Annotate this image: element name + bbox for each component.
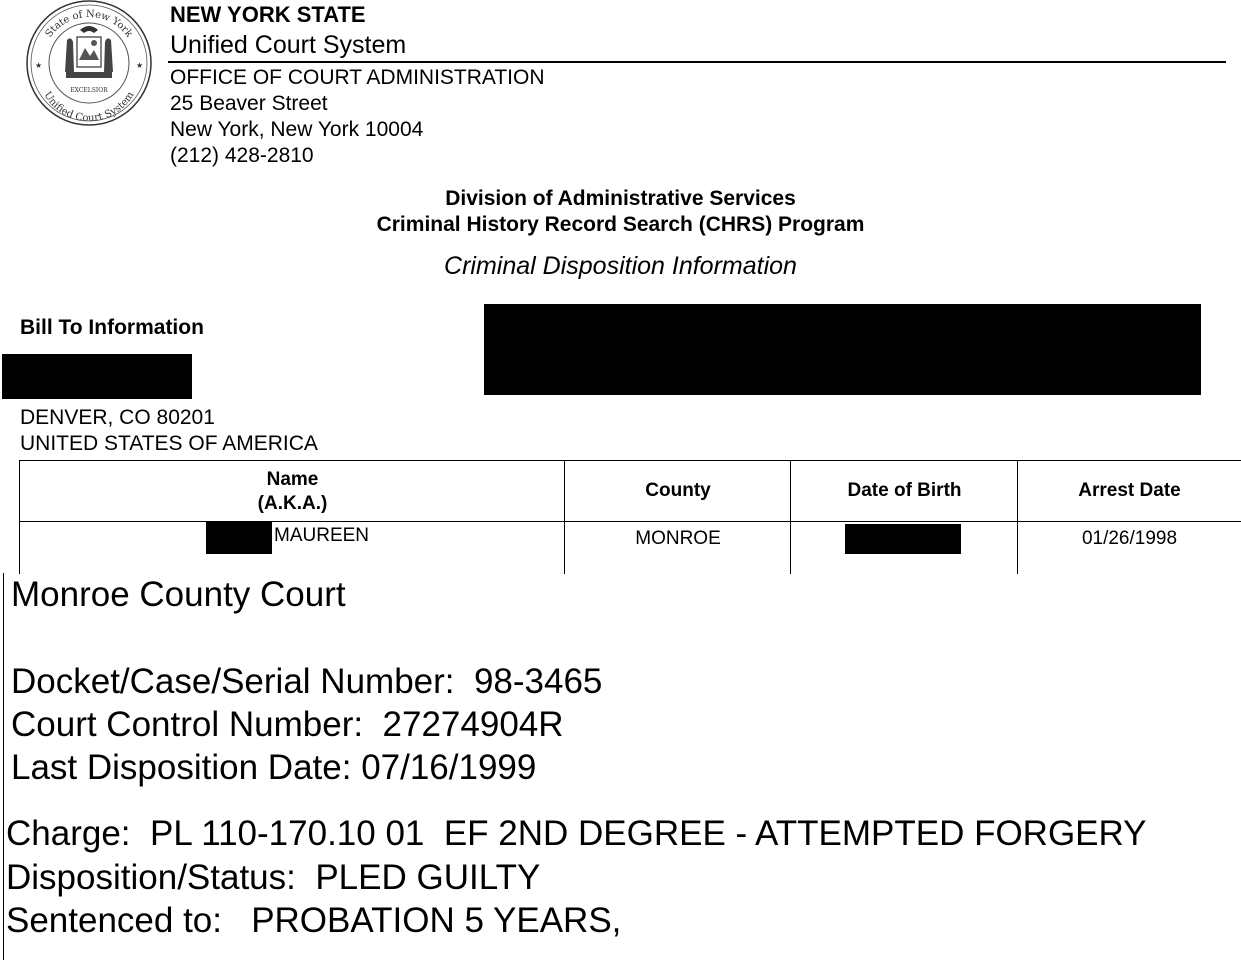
program-title: Criminal History Record Search (CHRS) Program xyxy=(376,213,865,236)
svg-text:State of New York: State of New York xyxy=(43,8,135,40)
state-name: NEW YORK STATE xyxy=(170,2,366,27)
svg-text:Unified Court System: Unified Court System xyxy=(41,89,137,125)
redacted-addressee-block xyxy=(484,304,1201,395)
court-system-name: Unified Court System xyxy=(170,31,407,59)
table-header-divider xyxy=(19,521,1241,522)
document-type-title: Criminal Disposition Information xyxy=(444,252,797,280)
docket-label: Docket/Case/Serial Number: xyxy=(11,662,455,701)
col-header-dob: Date of Birth xyxy=(847,480,962,501)
cell-arrest-date: 01/26/1998 xyxy=(1081,528,1178,549)
docket-number-line xyxy=(11,661,602,703)
last-disposition-label: Last Disposition Date: xyxy=(11,748,352,787)
court-control-line xyxy=(11,704,564,746)
charge-value: PL 110-170.10 01 EF 2ND DEGREE - ATTEMPTED FORGERY xyxy=(149,814,1147,853)
bill-to-country: UNITED STATES OF AMERICA xyxy=(20,432,318,455)
cell-county: MONROE xyxy=(635,528,721,549)
office-street: 25 Beaver Street xyxy=(170,92,328,115)
court-seal-logo xyxy=(22,0,156,126)
docket-value: 98-3465 xyxy=(473,662,603,701)
bill-to-city: DENVER, CO 80201 xyxy=(20,406,215,429)
redacted-date-of-birth xyxy=(845,524,961,554)
charge-line xyxy=(6,813,1147,855)
left-margin-rule xyxy=(3,573,4,960)
disposition-status-line xyxy=(6,857,540,899)
last-disposition-line xyxy=(11,747,536,789)
svg-text:★: ★ xyxy=(136,61,144,70)
header-divider xyxy=(168,61,1226,63)
table-top-border xyxy=(19,460,1241,461)
redacted-surname xyxy=(206,522,272,554)
sentence-label: Sentenced to: xyxy=(6,901,222,940)
court-control-value: 27274904R xyxy=(382,705,564,744)
col-header-arrest-date: Arrest Date xyxy=(1078,480,1181,501)
sentence-value: PROBATION 5 YEARS, xyxy=(251,901,622,940)
col-header-name: Name xyxy=(266,469,319,490)
office-name: OFFICE OF COURT ADMINISTRATION xyxy=(170,66,545,89)
disposition-status-label: Disposition/Status: xyxy=(6,858,296,897)
court-name: Monroe County Court xyxy=(11,575,346,614)
bill-to-heading: Bill To Information xyxy=(20,316,204,339)
last-disposition-value: 07/16/1999 xyxy=(361,748,537,787)
charge-label: Charge: xyxy=(6,814,131,853)
svg-text:★: ★ xyxy=(35,61,43,70)
division-title: Division of Administrative Services xyxy=(445,187,796,210)
table-col-border xyxy=(1017,460,1018,574)
office-city: New York, New York 10004 xyxy=(170,118,424,141)
office-phone: (212) 428-2810 xyxy=(170,144,314,167)
cell-name: MAUREEN xyxy=(274,525,370,546)
redacted-address-line xyxy=(2,354,192,399)
disposition-status-value: PLED GUILTY xyxy=(315,858,541,897)
court-control-label: Court Control Number: xyxy=(11,705,364,744)
col-header-county: County xyxy=(645,480,711,501)
col-header-aka: (A.K.A.) xyxy=(257,493,328,514)
svg-text:EXCELSIOR: EXCELSIOR xyxy=(70,87,108,94)
table-col-border xyxy=(790,460,791,574)
sentence-line xyxy=(6,900,621,942)
